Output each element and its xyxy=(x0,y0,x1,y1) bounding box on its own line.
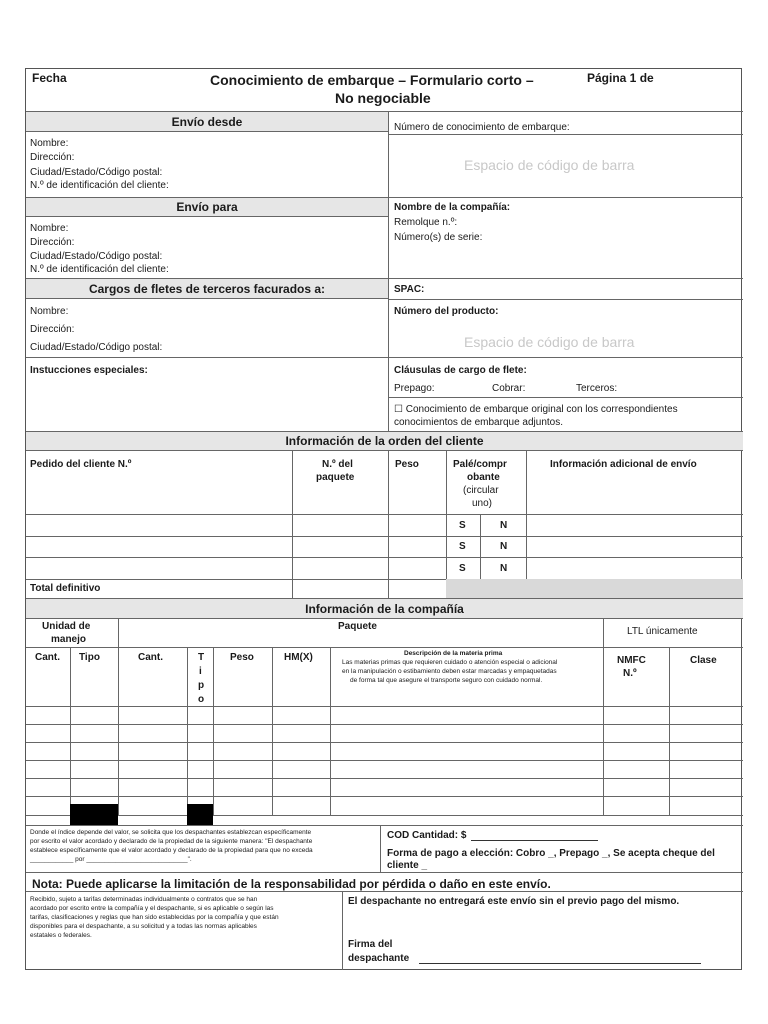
bill-of-lading-form xyxy=(25,68,742,970)
cargos-nombre[interactable]: Nombre: xyxy=(30,306,69,317)
orden-header xyxy=(26,431,743,451)
numero-producto-field[interactable]: Número del producto: xyxy=(394,306,499,317)
firma-label-1: Firma del xyxy=(348,939,393,950)
desc-title: Descripción de la materia prima xyxy=(404,650,503,657)
col-hm: HM(X) xyxy=(284,652,313,663)
total-definitivo: Total definitivo xyxy=(30,583,101,594)
no-entregara-note: El despachante no entregará este envío sin el previo pago del mismo. xyxy=(348,896,680,907)
col-palet-1: Palé/compr xyxy=(453,459,507,470)
valor-line-2: por escrito el valor acordado y declarado de la propiedad de la siguiente manera: "El despachante xyxy=(30,838,313,845)
envio-desde-header xyxy=(26,111,388,132)
col-tipo: Tipo xyxy=(79,652,100,663)
valor-line-3: establece específicamente que el valor acordado y declarado de la propiedad para que no exceda xyxy=(30,847,313,854)
s-option-2[interactable]: S xyxy=(459,541,466,552)
envio-para-ciudad[interactable]: Ciudad/Estado/Código postal: xyxy=(30,251,163,262)
numero-conocimiento-field[interactable]: Número de conocimiento de embarque: xyxy=(394,122,570,133)
compania-nombre-field[interactable]: Nombre de la compañía: xyxy=(394,202,511,213)
blacked-out-tipo xyxy=(70,804,118,825)
cargos-title: Cargos de fletes de terceros facurados a: xyxy=(88,282,326,296)
envio-desde-cliente-id[interactable]: N.º de identificación del cliente: xyxy=(30,180,169,191)
col-cant: Cant. xyxy=(35,652,60,663)
remolque-field[interactable]: Remolque n.º: xyxy=(394,217,458,228)
desc-line-2: en la manipulación o estibamiento deben estar marcadas y empaquetadas xyxy=(342,668,557,675)
cod-cantidad-field[interactable]: COD Cantidad: $ xyxy=(387,830,467,841)
col-clase: Clase xyxy=(690,655,717,666)
envio-desde-ciudad[interactable]: Ciudad/Estado/Código postal: xyxy=(30,167,163,178)
col-palet-4: uno) xyxy=(472,498,493,509)
recibido-line-5: estatales o federales. xyxy=(30,932,92,939)
n-option-2[interactable]: N xyxy=(500,541,508,552)
s-option-3[interactable]: S xyxy=(459,563,466,574)
envio-desde-direccion[interactable]: Dirección: xyxy=(30,152,75,163)
col-palet-3: (circular xyxy=(463,485,499,496)
unidad-manejo-1: Unidad de xyxy=(42,621,91,632)
desc-line-1: Las materias primas que requieren cuidado o atención especial o adicional xyxy=(342,659,558,666)
orden-title: Información de la orden del cliente xyxy=(285,434,484,448)
valor-line-1: Donde el índice depende del valor, se solicita que los despachantes establezcan específicamente xyxy=(30,829,312,836)
col-tipo-i: i xyxy=(199,666,202,677)
recibido-line-2: acordado por escrito entre la compañía y el despachante, si es aplicable o según las xyxy=(30,905,274,912)
page-number: Página 1 de xyxy=(587,71,654,85)
envio-para-title: Envío para xyxy=(176,200,238,214)
spac-field[interactable]: SPAC: xyxy=(394,284,425,295)
cargos-ciudad[interactable]: Ciudad/Estado/Código postal: xyxy=(30,342,163,353)
blacked-out-t xyxy=(187,804,213,825)
envio-desde-nombre[interactable]: Nombre: xyxy=(30,138,69,149)
recibido-line-4: disponibles para el despachante, a su solicitud y a todas las normas aplicables xyxy=(30,923,257,930)
total-shaded xyxy=(446,579,743,598)
valor-line-4[interactable]: ____________ por ____________________________". xyxy=(30,856,192,863)
col-nmfc-2: N.º xyxy=(623,668,637,679)
cargos-header xyxy=(26,278,388,299)
firma-label-2: despachante xyxy=(348,953,410,964)
envio-desde-title: Envío desde xyxy=(171,115,243,129)
envio-para-direccion[interactable]: Dirección: xyxy=(30,237,75,248)
col-paquete-2: paquete xyxy=(316,472,355,483)
cobrar-option[interactable]: Cobrar: xyxy=(492,383,526,394)
forma-pago-cliente[interactable]: cliente _ xyxy=(387,860,428,871)
envio-para-header xyxy=(26,197,388,217)
firma-line[interactable] xyxy=(419,963,701,964)
barcode-space-1: Espacio de código de barra xyxy=(464,157,635,173)
col-peso: Peso xyxy=(395,459,419,470)
paquete-header: Paquete xyxy=(338,621,377,632)
original-checkbox-cont: conocimientos de embarque adjuntos. xyxy=(394,417,563,428)
forma-pago-field[interactable]: Forma de pago a elección: Cobro _, Prepago _, Se acepta cheque del xyxy=(387,848,715,859)
cargos-direccion[interactable]: Dirección: xyxy=(30,324,75,335)
n-option-1[interactable]: N xyxy=(500,520,508,531)
recibido-line-1: Recibido, sujeto a tarifas determinadas individualmente o contratos que se han xyxy=(30,896,258,903)
terceros-option[interactable]: Terceros: xyxy=(576,383,618,394)
form-title: Conocimiento de embarque – Formulario corto – xyxy=(210,72,534,88)
col-tipo-t: T xyxy=(198,652,205,663)
desc-line-3: de forma tal que asegure el transporte seguro con cuidado normal. xyxy=(350,677,543,684)
barcode-space-2: Espacio de código de barra xyxy=(464,334,635,350)
prepago-option[interactable]: Prepago: xyxy=(394,383,435,394)
col-paquete-1: N.º del xyxy=(322,459,353,470)
col-tipo-p: p xyxy=(198,680,205,691)
col-pedido: Pedido del cliente N.º xyxy=(30,459,132,470)
envio-para-nombre[interactable]: Nombre: xyxy=(30,223,69,234)
instrucciones-field[interactable]: Instucciones especiales: xyxy=(30,365,148,376)
clausulas-title: Cláusulas de cargo de flete: xyxy=(394,365,527,376)
compania-info-title: Información de la compañía xyxy=(305,602,464,616)
col-peso-2: Peso xyxy=(230,652,254,663)
nota-responsabilidad: Nota: Puede aplicarse la limitación de la responsabilidad por pérdida o daño en este envío. xyxy=(32,877,551,891)
recibido-line-3: tarifas, clasificaciones y reglas que han sido establecidas por la compañía y que están xyxy=(30,914,279,921)
col-palet-2: obante xyxy=(467,472,500,483)
ltl-header: LTL únicamente xyxy=(627,626,698,637)
form-subtitle: No negociable xyxy=(335,90,431,106)
n-option-3[interactable]: N xyxy=(500,563,508,574)
col-tipo-o: o xyxy=(198,694,205,705)
serie-field[interactable]: Número(s) de serie: xyxy=(394,232,483,243)
unidad-manejo-2: manejo xyxy=(51,634,87,645)
fecha-label: Fecha xyxy=(32,71,67,85)
col-nmfc-1: NMFC xyxy=(617,655,646,666)
s-option-1[interactable]: S xyxy=(459,520,466,531)
original-checkbox[interactable]: ☐ Conocimiento de embarque original con los correspondientes xyxy=(394,404,678,415)
compania-info-header xyxy=(26,598,743,619)
col-info-adicional: Información adicional de envío xyxy=(550,459,697,470)
col-cant-2: Cant. xyxy=(138,652,163,663)
envio-para-cliente-id[interactable]: N.º de identificación del cliente: xyxy=(30,264,169,275)
